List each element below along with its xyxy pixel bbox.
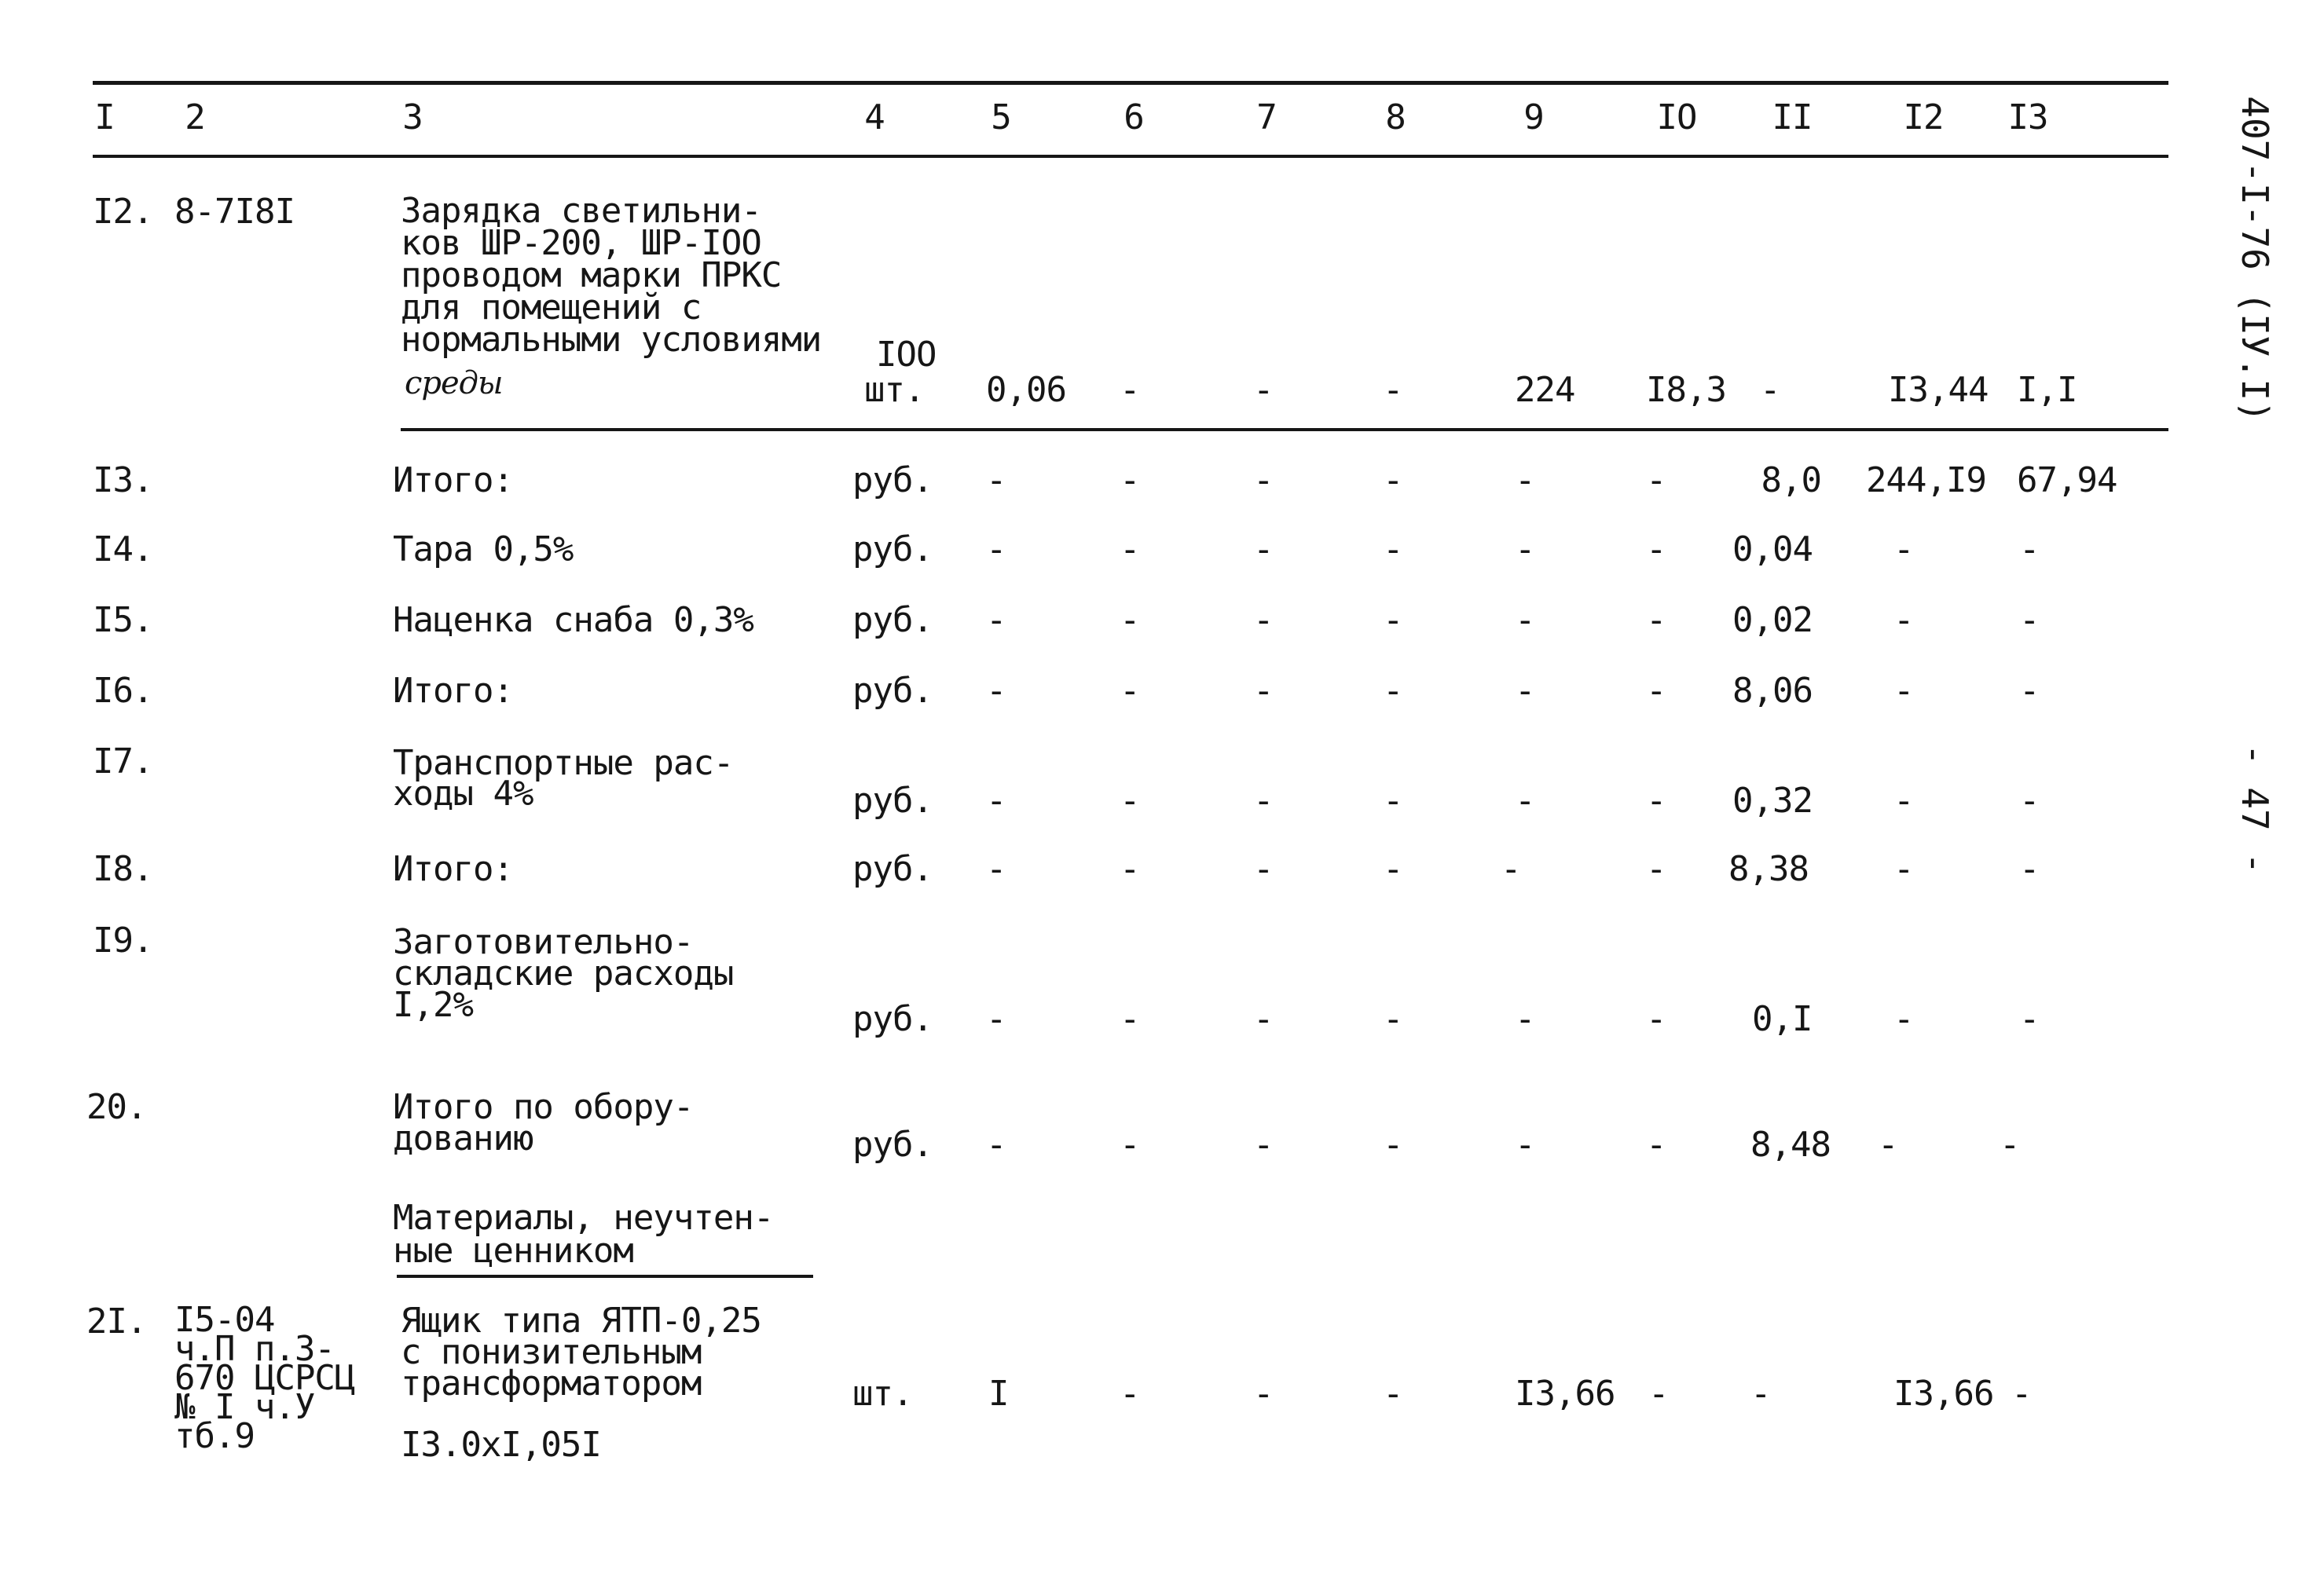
- cell-col-10: -: [1646, 460, 1666, 500]
- cell-col-12: -: [1878, 1125, 1898, 1165]
- cell-col-9: I3,66: [1515, 1374, 1615, 1414]
- column-header: I3: [2007, 97, 2048, 137]
- cell-col-5: -: [986, 999, 1006, 1039]
- row-unit: руб.: [852, 600, 933, 640]
- cell-col-11: 0,32: [1732, 781, 1813, 821]
- cell-col-13: -: [2019, 600, 2040, 640]
- cell-col-5: -: [986, 529, 1006, 569]
- cell-col-5: -: [986, 1125, 1006, 1165]
- cell-col-11: 0,02: [1732, 600, 1813, 640]
- column-header: 3: [402, 97, 423, 137]
- row-name: Наценка снаба 0,3%: [393, 600, 753, 640]
- cell-col-12: -: [1893, 671, 1914, 711]
- cell-col-11: 0,I: [1752, 999, 1813, 1039]
- row-name: Итого:: [393, 671, 513, 711]
- row-formula: I3.0xI,05I: [401, 1425, 601, 1465]
- cell-col-7: -: [1253, 1125, 1274, 1165]
- cell-col-5: -: [986, 600, 1006, 640]
- cell-col-10: -: [1646, 600, 1666, 640]
- cell-col-8: -: [1383, 849, 1403, 889]
- cell-col-10: -: [1646, 849, 1666, 889]
- cell-col-6: -: [1120, 781, 1140, 821]
- row-number: I3.: [93, 460, 153, 500]
- row-number: I8.: [93, 849, 153, 889]
- cell-col-8: -: [1383, 781, 1403, 821]
- page-number: - 47 -: [2234, 743, 2276, 875]
- column-header: 5: [991, 97, 1011, 137]
- unit-quantity: IOO: [876, 335, 937, 375]
- cell-col-11: -: [1760, 370, 1780, 410]
- cell-col-13: -: [2019, 849, 2040, 889]
- cell-col-6: -: [1120, 849, 1140, 889]
- cell-col-5: -: [986, 671, 1006, 711]
- column-header: 9: [1523, 97, 1544, 137]
- cell-col-12: -: [1893, 600, 1914, 640]
- row-number: I9.: [93, 921, 153, 961]
- cell-col-6: -: [1120, 600, 1140, 640]
- cell-col-7: -: [1253, 1374, 1274, 1414]
- cell-col-5: -: [986, 781, 1006, 821]
- row-name: Заготовительно- складские расходы I,2%: [393, 922, 734, 1025]
- row-number: I7.: [93, 741, 153, 782]
- cell-col-13: -: [2019, 671, 2040, 711]
- cell-col-8: -: [1383, 370, 1403, 410]
- column-header: IO: [1656, 97, 1697, 137]
- document-code: 407-I-76 (IУ.I): [2234, 96, 2276, 423]
- row-code: I5-04 ч.П п.3- 670 ЦСРСЦ № I ч.У тб.9: [174, 1300, 355, 1456]
- cell-col-13: 67,94: [2017, 460, 2117, 500]
- cell-col-9: -: [1515, 600, 1535, 640]
- cell-col-8: -: [1383, 999, 1403, 1039]
- cell-col-9: -: [1515, 999, 1535, 1039]
- cell-col-10: -: [1646, 671, 1666, 711]
- cell-col-13: -: [2019, 999, 2040, 1039]
- cell-col-7: -: [1253, 999, 1274, 1039]
- cell-col-9: 224: [1515, 370, 1575, 410]
- cell-col-11: 8,48: [1750, 1125, 1831, 1165]
- row-number: 2I.: [86, 1301, 147, 1342]
- cell-col-5: -: [986, 849, 1006, 889]
- cell-col-7: -: [1253, 600, 1274, 640]
- row-12-rule: [401, 428, 2168, 431]
- section-heading-underline: [397, 1275, 813, 1278]
- cell-col-10: -: [1646, 1125, 1666, 1165]
- top-rule: [93, 81, 2168, 85]
- row-name: Итого:: [393, 460, 513, 500]
- cell-col-8: -: [1383, 460, 1403, 500]
- cell-col-9: -: [1515, 1125, 1535, 1165]
- cell-col-5: 0,06: [986, 370, 1066, 410]
- cell-col-10: -: [1646, 529, 1666, 569]
- row-unit: руб.: [852, 781, 933, 821]
- cell-col-7: -: [1253, 781, 1274, 821]
- cell-col-7: -: [1253, 671, 1274, 711]
- row-number: I4.: [93, 529, 153, 569]
- column-header: II: [1772, 97, 1813, 137]
- cell-col-9: -: [1515, 781, 1535, 821]
- row-name: Ящик типа ЯТП-0,25 с понизительным трансформатором: [401, 1301, 761, 1404]
- cell-col-7: -: [1253, 370, 1274, 410]
- cell-col-12: I3,44: [1888, 370, 1989, 410]
- row-name: Тара 0,5%: [393, 529, 574, 569]
- cell-col-10: -: [1646, 781, 1666, 821]
- header-rule: [93, 155, 2168, 158]
- row-name: Зарядка светильни- ков ШР-200, ШР-IOO проводом марки ПРКС для помещений с нормальными условиями: [401, 191, 822, 360]
- cell-col-6: -: [1120, 1374, 1140, 1414]
- cell-col-9: -: [1515, 671, 1535, 711]
- column-header: 6: [1124, 97, 1144, 137]
- row-number: I5.: [93, 600, 153, 640]
- row-unit: руб.: [852, 1125, 933, 1165]
- row-unit: руб.: [852, 849, 933, 889]
- row-unit: руб.: [852, 460, 933, 500]
- cell-col-7: -: [1253, 460, 1274, 500]
- row-number: 20.: [86, 1087, 147, 1127]
- cell-col-12: 244,I9: [1866, 460, 1986, 500]
- cell-col-12: I3,66: [1893, 1374, 1994, 1414]
- column-header: 2: [185, 97, 205, 137]
- cell-col-13: -: [2019, 781, 2040, 821]
- cell-col-12: -: [1893, 781, 1914, 821]
- row-name: Итого по обору- дованию: [393, 1087, 694, 1159]
- cell-col-11: 8,06: [1732, 671, 1813, 711]
- column-header: 8: [1385, 97, 1406, 137]
- row-unit: шт.: [852, 1374, 913, 1414]
- cell-col-11: -: [1750, 1374, 1771, 1414]
- cell-col-10: -: [1648, 1374, 1669, 1414]
- cell-col-6: -: [1120, 529, 1140, 569]
- row-unit: шт.: [864, 370, 925, 410]
- cell-col-6: -: [1120, 460, 1140, 500]
- cell-col-13: -: [2000, 1125, 2020, 1165]
- cell-col-12: -: [1893, 529, 1914, 569]
- cell-col-8: -: [1383, 529, 1403, 569]
- column-header: I2: [1903, 97, 1944, 137]
- cell-col-9: -: [1515, 460, 1535, 500]
- section-heading: Материалы, неучтен- ные ценником: [393, 1198, 774, 1271]
- row-unit: руб.: [852, 671, 933, 711]
- cell-col-9: -: [1515, 529, 1535, 569]
- cell-col-12: -: [1893, 849, 1914, 889]
- row-number: I6.: [93, 671, 153, 711]
- row-number: I2.: [93, 192, 153, 232]
- cell-col-11: 8,0: [1761, 460, 1821, 500]
- row-name: Транспортные рас- ходы 4%: [393, 743, 734, 814]
- cell-col-8: -: [1383, 671, 1403, 711]
- cell-col-5: -: [986, 460, 1006, 500]
- cell-col-10: I8,3: [1646, 370, 1726, 410]
- cell-col-5: I: [988, 1374, 1009, 1414]
- cell-col-6: -: [1120, 671, 1140, 711]
- cell-col-7: -: [1253, 529, 1274, 569]
- cell-col-7: -: [1253, 849, 1274, 889]
- cell-col-10: -: [1646, 999, 1666, 1039]
- row-code: 8-7I8I: [174, 192, 295, 232]
- handwritten-note: среды: [405, 365, 503, 401]
- column-header: 4: [864, 97, 885, 137]
- cell-col-12: -: [1893, 999, 1914, 1039]
- cell-col-13: I,I: [2017, 370, 2077, 410]
- column-header: 7: [1256, 97, 1277, 137]
- row-unit: руб.: [852, 999, 933, 1039]
- cell-col-6: -: [1120, 370, 1140, 410]
- row-unit: руб.: [852, 529, 933, 569]
- row-name: Итого:: [393, 849, 513, 889]
- cell-col-6: -: [1120, 1125, 1140, 1165]
- cell-col-13: -: [2019, 529, 2040, 569]
- cell-col-6: -: [1120, 999, 1140, 1039]
- cell-col-11: 8,38: [1728, 849, 1809, 889]
- cell-col-8: -: [1383, 600, 1403, 640]
- cell-col-11: 0,04: [1732, 529, 1813, 569]
- cell-col-8: -: [1383, 1125, 1403, 1165]
- column-header: I: [94, 97, 115, 137]
- cell-col-9: -: [1501, 849, 1521, 889]
- cell-col-8: -: [1383, 1374, 1403, 1414]
- cell-col-13: -: [2011, 1374, 2032, 1414]
